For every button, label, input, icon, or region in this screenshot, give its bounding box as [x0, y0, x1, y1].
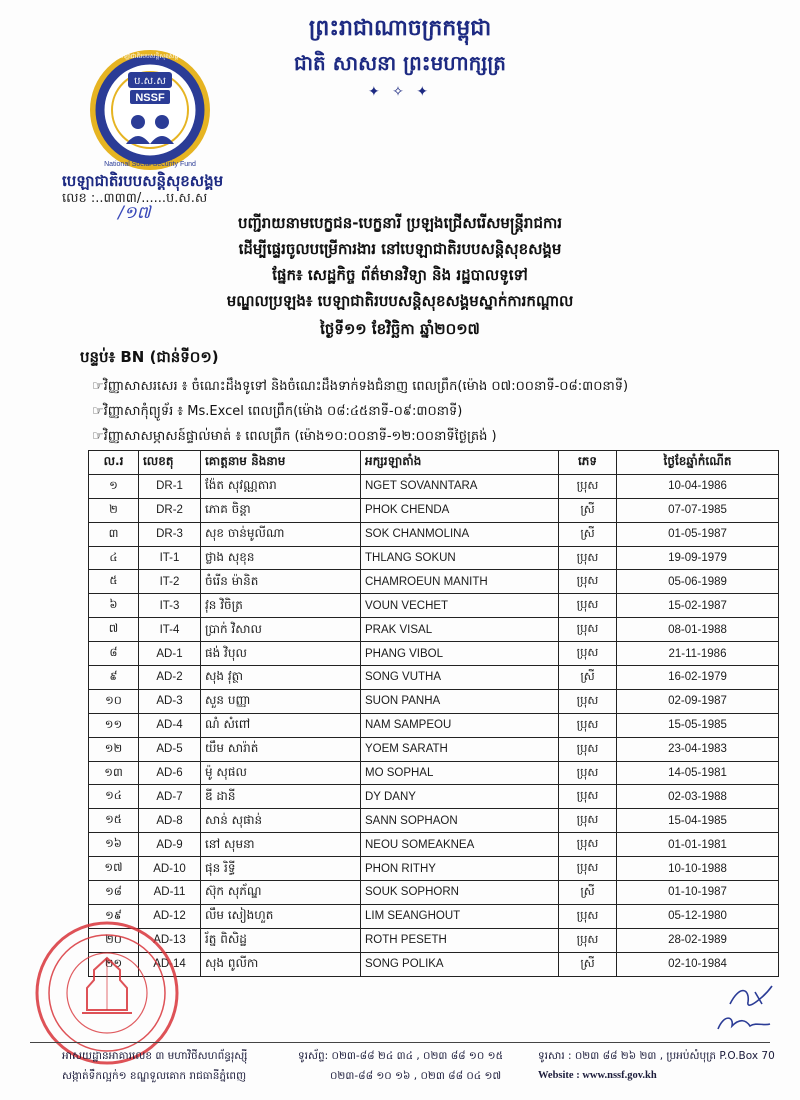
sex-cell: ប្រុស [559, 785, 617, 809]
table-header-row [89, 451, 779, 475]
desk-number-cell: AD-2 [139, 666, 201, 690]
table-row [89, 785, 779, 809]
latin-name-cell: THLANG SOKUN [361, 546, 559, 570]
subject-written: ☞វិញ្ញាសាសរសេរ ៖ ចំណេះដឹងទូទៅ និងចំណេះដឹងទាក់ទងជំនាញ ពេលព្រឹក(ម៉ោង ០៧:០០នាទី-០៨:៣០នាទី) [92, 379, 629, 394]
khmer-name-cell: ផង់ វិបុល [201, 642, 361, 666]
sex-cell: ប្រុស [559, 642, 617, 666]
row-number-cell: ២ [89, 498, 139, 522]
khmer-name-cell: ប្រាក់ វិសាល [201, 618, 361, 642]
khmer-name-cell: ណំ សំពៅ [201, 713, 361, 737]
khmer-name-cell: ង៉ែត សុវណ្ណតារា [201, 474, 361, 498]
latin-name-cell: DY DANY [361, 785, 559, 809]
header-number: ល.រ [89, 451, 139, 475]
table-row [89, 928, 779, 952]
candidate-table [88, 450, 778, 977]
khmer-name-cell: សុង វុត្ថា [201, 666, 361, 690]
date-of-birth-cell: 19-09-1979 [617, 546, 779, 570]
row-number-cell: ៤ [89, 546, 139, 570]
header-sex: ភេទ [559, 451, 617, 475]
row-number-cell: ១៧ [89, 857, 139, 881]
sex-cell: ប្រុស [559, 689, 617, 713]
sex-cell: ប្រុស [559, 570, 617, 594]
khmer-name-cell: ភោគ ចិន្តា [201, 498, 361, 522]
logo-ring-text: National Social Security Fund [104, 161, 196, 168]
khmer-name-cell: យឹម សារ៉ាត់ [201, 737, 361, 761]
latin-name-cell: NAM SAMPEOU [361, 713, 559, 737]
table-row [89, 952, 779, 976]
khmer-name-cell: ផុន រិទ្ធី [201, 857, 361, 881]
document-title-line-3: ផ្នែក៖ សេដ្ឋកិច្ច ព័ត៌មានវិទ្យា និង រដ្ឋបាលទូទៅ [272, 266, 528, 284]
table-row [89, 474, 779, 498]
sex-cell: ប្រុស [559, 737, 617, 761]
desk-number-cell: AD-10 [139, 857, 201, 881]
document-title-date: ថ្ងៃទី១១ ខែវិច្ឆិកា ឆ្នាំ២០១៧ [320, 320, 480, 338]
latin-name-cell: MO SOPHAL [361, 761, 559, 785]
sex-cell: ស្រី [559, 666, 617, 690]
desk-number-cell: AD-11 [139, 881, 201, 905]
subject-computer: ☞វិញ្ញាសាកុំព្យូទ័រ ៖ Ms.Excel ពេលព្រឹក(ម៉ោង ០៨:៤៥នាទី-០៩:៣០នាទី) [92, 404, 463, 419]
latin-name-cell: PHOK CHENDA [361, 498, 559, 522]
sex-cell: ប្រុស [559, 594, 617, 618]
khmer-name-cell: សួន បញ្ញា [201, 689, 361, 713]
latin-name-cell: SOUK SOPHORN [361, 881, 559, 905]
sex-cell: ប្រុស [559, 904, 617, 928]
signature [710, 974, 780, 1036]
desk-number-cell: DR-2 [139, 498, 201, 522]
desk-number-cell: IT-1 [139, 546, 201, 570]
table-row [89, 594, 779, 618]
date-of-birth-cell: 02-09-1987 [617, 689, 779, 713]
khmer-name-cell: ស៊ុក សុភ័ណ្ឌ [201, 881, 361, 905]
date-of-birth-cell: 05-12-1980 [617, 904, 779, 928]
desk-number-cell: DR-1 [139, 474, 201, 498]
organization-name: បេឡាជាតិរបបសន្តិសុខសង្គម [62, 172, 224, 190]
table-row [89, 689, 779, 713]
latin-name-cell: PHON RITHY [361, 857, 559, 881]
row-number-cell: ៥ [89, 570, 139, 594]
date-of-birth-cell: 14-05-1981 [617, 761, 779, 785]
table-row [89, 833, 779, 857]
sex-cell: ស្រី [559, 881, 617, 905]
footer-phone-line-2: ០២៣-៨៨ ១០ ១៦ , ០២៣ ៨៨ ០៤ ១៧ [330, 1070, 502, 1082]
date-of-birth-cell: 15-02-1987 [617, 594, 779, 618]
khmer-name-cell: សុខ ចាន់មូលីណា [201, 522, 361, 546]
latin-name-cell: SUON PANHA [361, 689, 559, 713]
row-number-cell: ៧ [89, 618, 139, 642]
table-row [89, 522, 779, 546]
row-number-cell: ២០ [89, 928, 139, 952]
desk-number-cell: IT-3 [139, 594, 201, 618]
desk-number-cell: IT-4 [139, 618, 201, 642]
date-of-birth-cell: 05-06-1989 [617, 570, 779, 594]
date-of-birth-cell: 16-02-1979 [617, 666, 779, 690]
sex-cell: ប្រុស [559, 618, 617, 642]
row-number-cell: ១៥ [89, 809, 139, 833]
table-row [89, 498, 779, 522]
header-date-of-birth: ថ្ងៃខែឆ្នាំកំណើត [617, 451, 779, 475]
row-number-cell: ៨ [89, 642, 139, 666]
footer-fax: ទូរសារ : ០២៣ ៨៨ ២៦ ២៣ , ប្រអប់សំបុត្រ P.O.Box 70 [538, 1050, 775, 1062]
footer-website: Website : www.nssf.gov.kh [538, 1070, 657, 1081]
khmer-name-cell: លឹម សៀងហួត [201, 904, 361, 928]
latin-name-cell: SONG POLIKA [361, 952, 559, 976]
row-number-cell: ១៩ [89, 904, 139, 928]
footer-divider [30, 1042, 770, 1043]
footer-address-line-1: អាសយដ្ឋានអាគារលេខ ៣ មហាវិថីសហព័ន្ធរុស្ស៊ី [62, 1050, 248, 1062]
sex-cell: ស្រី [559, 498, 617, 522]
khmer-name-cell: ថ្លាង សុខុន [201, 546, 361, 570]
table-row [89, 881, 779, 905]
khmer-name-cell: ឌី ដានី [201, 785, 361, 809]
khmer-name-cell: រ័ត្ន ពិសិដ្ឋ [201, 928, 361, 952]
table-row [89, 666, 779, 690]
desk-number-cell: IT-2 [139, 570, 201, 594]
table-body [89, 474, 779, 976]
date-of-birth-cell: 01-01-1981 [617, 833, 779, 857]
table-row [89, 618, 779, 642]
desk-number-cell: AD-13 [139, 928, 201, 952]
subject-interview: ☞វិញ្ញាសាសម្ភាសន៍ផ្ទាល់មាត់ ៖ ពេលព្រឹក (ម៉ោង១០:០០នាទី-១២:០០នាទីថ្ងៃត្រង់ ) [92, 429, 497, 444]
sex-cell: ប្រុស [559, 474, 617, 498]
motto-ornament: ✦ ✧ ✦ [367, 84, 433, 100]
desk-number-cell: AD-7 [139, 785, 201, 809]
logo-brand: NSSF [135, 92, 165, 104]
desk-number-cell: AD-3 [139, 689, 201, 713]
document-title-line-2: ដើម្បីផ្ទេរចូលបម្រើការងារ នៅបេឡាជាតិរបបសន្តិសុខសង្គម [238, 240, 562, 258]
table-row [89, 642, 779, 666]
document-title-line-1: បញ្ជីរាយនាមបេក្ខជន-បេក្ខនារី ប្រឡងជ្រើសរើសមន្ត្រីរាជការ [237, 214, 563, 232]
row-number-cell: ១ [89, 474, 139, 498]
khmer-name-cell: នៅ សុមនា [201, 833, 361, 857]
document-title-line-4: មណ្ឌលប្រឡង៖ បេឡាជាតិរបបសន្តិសុខសង្គមស្នាក់ការកណ្តាល [226, 292, 574, 310]
header-khmer-name: គោត្តនាម និងនាម [201, 451, 361, 475]
footer-address-line-2: សង្កាត់ទឹកល្អក់១ ខណ្ឌទួលគោក រាជធានីភ្នំពេញ [62, 1070, 247, 1082]
reference-number: លេខ :..៣៣៣/......ប.ស.ស [62, 191, 208, 206]
desk-number-cell: AD-12 [139, 904, 201, 928]
table-row [89, 904, 779, 928]
table-row [89, 737, 779, 761]
row-number-cell: ៩ [89, 666, 139, 690]
desk-number-cell: AD-8 [139, 809, 201, 833]
latin-name-cell: SONG VUTHA [361, 666, 559, 690]
row-number-cell: ១០ [89, 689, 139, 713]
row-number-cell: ១៦ [89, 833, 139, 857]
row-number-cell: ២១ [89, 952, 139, 976]
khmer-name-cell: ម៉ូ សុផល [201, 761, 361, 785]
kingdom-title: ព្រះរាជាណាចក្រកម្ពុជា [308, 16, 492, 41]
row-number-cell: ១៣ [89, 761, 139, 785]
desk-number-cell: AD-9 [139, 833, 201, 857]
sex-cell: ប្រុស [559, 809, 617, 833]
latin-name-cell: PHANG VIBOL [361, 642, 559, 666]
khmer-name-cell: ចំរើន ម៉ានិត [201, 570, 361, 594]
logo-abbreviation: ប.ស.ស [134, 76, 166, 87]
khmer-name-cell: សាន់ សុផាន់ [201, 809, 361, 833]
footer-phone-line-1: ទូរស័ព្ទ: ០២៣-៨៨ ២៤ ៣៤ , ០២៣ ៨៨ ១០ ១៥ [298, 1050, 504, 1062]
row-number-cell: ១២ [89, 737, 139, 761]
latin-name-cell: NEOU SOMEAKNEA [361, 833, 559, 857]
date-of-birth-cell: 10-04-1986 [617, 474, 779, 498]
row-number-cell: ៣ [89, 522, 139, 546]
date-of-birth-cell: 02-03-1988 [617, 785, 779, 809]
date-of-birth-cell: 07-07-1985 [617, 498, 779, 522]
latin-name-cell: PRAK VISAL [361, 618, 559, 642]
header-latin-name: អក្សរឡាតាំង [361, 451, 559, 475]
desk-number-cell: AD-1 [139, 642, 201, 666]
latin-name-cell: YOEM SARATH [361, 737, 559, 761]
date-of-birth-cell: 28-02-1989 [617, 928, 779, 952]
exam-room: បន្ទប់៖ BN (ជាន់ទី០១) [80, 348, 219, 366]
date-of-birth-cell: 10-10-1988 [617, 857, 779, 881]
row-number-cell: ៦ [89, 594, 139, 618]
sex-cell: ប្រុស [559, 713, 617, 737]
table-row [89, 546, 779, 570]
row-number-cell: ១៨ [89, 881, 139, 905]
row-number-cell: ១៤ [89, 785, 139, 809]
national-motto: ជាតិ សាសនា ព្រះមហាក្សត្រ [294, 51, 506, 75]
row-number-cell: ១១ [89, 713, 139, 737]
date-of-birth-cell: 15-05-1985 [617, 713, 779, 737]
sex-cell: ប្រុស [559, 761, 617, 785]
sex-cell: ប្រុស [559, 546, 617, 570]
desk-number-cell: AD-6 [139, 761, 201, 785]
latin-name-cell: LIM SEANGHOUT [361, 904, 559, 928]
date-of-birth-cell: 08-01-1988 [617, 618, 779, 642]
desk-number-cell: DR-3 [139, 522, 201, 546]
latin-name-cell: NGET SOVANNTARA [361, 474, 559, 498]
table-row [89, 809, 779, 833]
sex-cell: ប្រុស [559, 833, 617, 857]
desk-number-cell: AD-5 [139, 737, 201, 761]
khmer-name-cell: សុង ពូលីកា [201, 952, 361, 976]
table-row [89, 857, 779, 881]
latin-name-cell: SOK CHANMOLINA [361, 522, 559, 546]
date-of-birth-cell: 01-10-1987 [617, 881, 779, 905]
date-of-birth-cell: 21-11-1986 [617, 642, 779, 666]
date-of-birth-cell: 02-10-1984 [617, 952, 779, 976]
desk-number-cell: AD-4 [139, 713, 201, 737]
handwritten-reference: /១៧ [118, 203, 151, 223]
official-seal [32, 918, 182, 1068]
desk-number-cell: AD-14 [139, 952, 201, 976]
logo-ring-text-kh: បេឡាជាតិរបបសន្តិសុខសង្គម [117, 53, 183, 60]
sex-cell: ស្រី [559, 522, 617, 546]
table-row [89, 761, 779, 785]
latin-name-cell: VOUN VECHET [361, 594, 559, 618]
sex-cell: ប្រុស [559, 857, 617, 881]
date-of-birth-cell: 01-05-1987 [617, 522, 779, 546]
table-row [89, 570, 779, 594]
khmer-name-cell: វុន វិចិត្រ [201, 594, 361, 618]
latin-name-cell: ROTH PESETH [361, 928, 559, 952]
sex-cell: ប្រុស [559, 928, 617, 952]
latin-name-cell: SANN SOPHAON [361, 809, 559, 833]
date-of-birth-cell: 15-04-1985 [617, 809, 779, 833]
table-row [89, 713, 779, 737]
latin-name-cell: CHAMROEUN MANITH [361, 570, 559, 594]
date-of-birth-cell: 23-04-1983 [617, 737, 779, 761]
sex-cell: ស្រី [559, 952, 617, 976]
nssf-logo [86, 46, 214, 174]
header-desk-number: លេខតុ [139, 451, 201, 475]
